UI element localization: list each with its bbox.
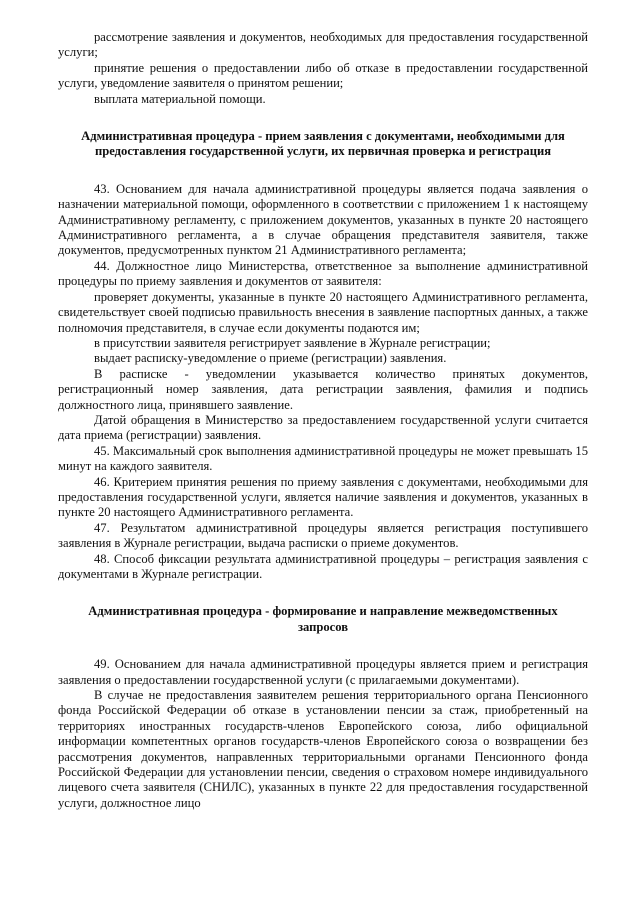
paragraph: рассмотрение заявления и документов, необходимых для предоставления государственной услуги; — [58, 30, 588, 60]
paragraph: выплата материальной помощи. — [94, 91, 266, 106]
paragraph: 47. Результатом административной процедуры является регистрация поступившего заявления в Журнале регистрации, выдача расписки о приеме документов. — [58, 520, 588, 551]
paragraph: выдает расписку-уведомление о приеме (регистрации) заявления. — [94, 351, 447, 366]
paragraph: 49. Основанием для начала административной процедуры является прием и регистрация заявления о предоставлении государственной услуги (с прилагаемыми документами). — [58, 657, 588, 687]
paragraph: 43. Основанием для начала административной процедуры является подача заявления о назначении материальной помощи, оформленного в соответствии с приложением 1 к настоящему Административному регламенту, с приложением документов, указанных в пункте 20 настоящего Административного регламента, а в случае обращения представителя заявителя, также документов, предусмотренных пунктом 21 Административного регламента; — [58, 181, 588, 258]
paragraph: в присутствии заявителя регистрирует заявление в Журнале регистрации; — [94, 335, 491, 350]
paragraph: 45. Максимальный срок выполнения административной процедуры не может превышать 15 минут на каждого заявителя. — [58, 443, 588, 474]
paragraph: принятие решения о предоставлении либо об отказе в предоставлении государственной услуги, уведомление заявителя о принятом решении; — [58, 60, 588, 91]
paragraph: 48. Способ фиксации результата административной процедуры – регистрация заявления с документами в Журнале регистрации. — [58, 551, 588, 581]
paragraph: проверяет документы, указанные в пункте 20 настоящего Административного регламента, свидетельствует своей подписью правильность внесения в заявление паспортных данных, а также полномочия представителя, в случае если документы подаются им; — [58, 289, 588, 335]
paragraph: 44. Должностное лицо Министерства, ответственное за выполнение административной процедуры по приему заявления и документов от заявителя: — [58, 258, 588, 289]
paragraph: 46. Критерием принятия решения по приему заявления с документами, необходимыми для предоставления государственной услуги, является наличие заявления и документов, указанных в пункте 20 настоящего Административного регламента. — [58, 474, 588, 520]
paragraph: В расписке - уведомлении указывается количество принятых документов, регистрационный номер заявления, дата регистрации заявления, фамилия и подпись должностного лица, принявшего заявление. — [58, 366, 588, 412]
section-heading: Административная процедура - формирование и направление межведомственных запросов — [88, 604, 558, 634]
document-page — [58, 30, 588, 811]
paragraph: В случае не предоставления заявителем решения территориального органа Пенсионного фонда Российской Федерации об отказе в установлении пенсии за стаж, приобретенный на территориях иностранных государств-членов Европейского союза, либо официальной информации компетентных органов государств-членов Европейского союза о возвращении без рассмотрения документов, направленных территориальными органами Пенсионного фонда Российской Федерации для установлении пенсии, сведения о страховом номере индивидуального лицевого счета заявителя (СНИЛС), указанных в пункте 22 для предоставления государственной услуги, должностное лицо — [58, 688, 588, 810]
section-heading: Административная процедура - прием заявления с документами, необходимыми для предоставления государственной услуги, их первичная проверка и регистрация — [81, 129, 565, 159]
paragraph: Датой обращения в Министерство за предоставлением государственной услуги считается дата приема (регистрации) заявления. — [58, 412, 588, 443]
